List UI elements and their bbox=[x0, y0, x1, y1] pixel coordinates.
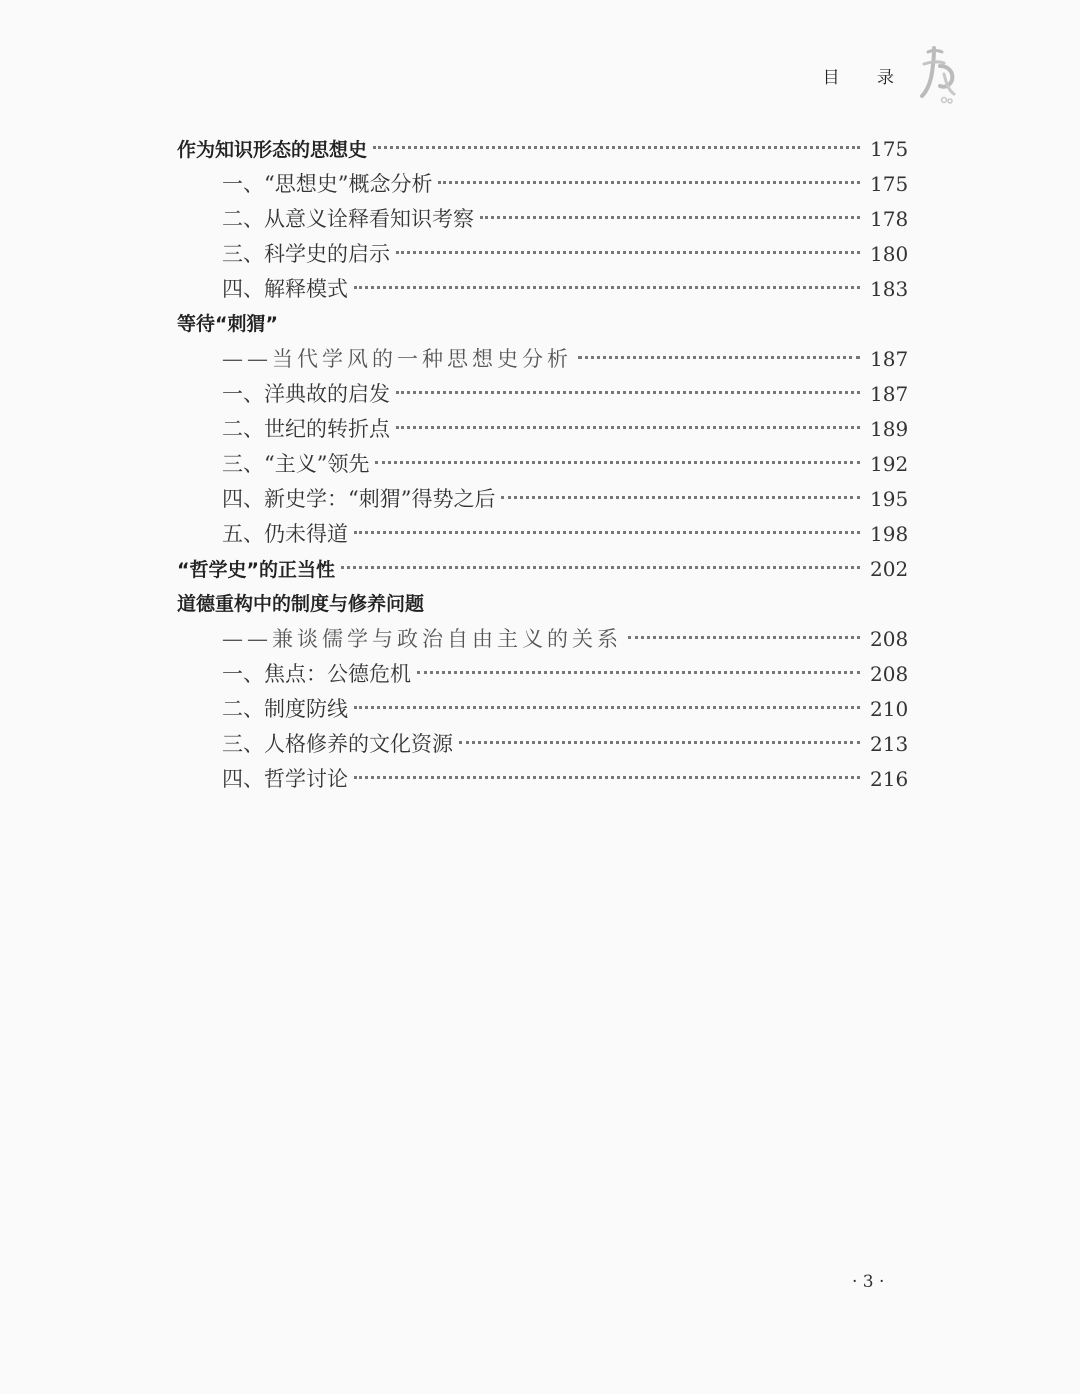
dot-leader bbox=[354, 531, 860, 534]
toc-entry[interactable] bbox=[177, 552, 909, 587]
toc-entry-page-number: 208 bbox=[870, 662, 909, 686]
toc-entry-title: 三、人格修养的文化资源 bbox=[222, 732, 453, 756]
toc-entry-page-number: 187 bbox=[870, 382, 909, 406]
toc-entry-page-number: 189 bbox=[870, 417, 909, 441]
toc-entry[interactable] bbox=[177, 167, 909, 202]
toc-entry-title: 二、制度防线 bbox=[222, 697, 348, 721]
dot-leader bbox=[354, 706, 860, 709]
toc-entry-page-number: 208 bbox=[870, 627, 909, 651]
toc-entry[interactable] bbox=[177, 132, 909, 167]
dot-leader bbox=[341, 566, 860, 569]
toc-entry-title: 一、洋典故的启发 bbox=[222, 382, 390, 406]
toc-entry-title: 等待“刺猬” bbox=[177, 313, 278, 335]
toc-entry-page-number: 202 bbox=[870, 557, 909, 581]
toc-entry-title: 五、仍未得道 bbox=[222, 522, 348, 546]
toc-entry-page-number: 198 bbox=[870, 522, 909, 546]
table-of-contents bbox=[177, 132, 909, 797]
toc-entry[interactable] bbox=[177, 377, 909, 412]
toc-entry-page-number: 213 bbox=[870, 732, 909, 756]
dot-leader bbox=[628, 636, 860, 639]
toc-entry-title: 四、哲学讨论 bbox=[222, 767, 348, 791]
dot-leader bbox=[578, 356, 860, 359]
dot-leader bbox=[373, 146, 860, 149]
toc-entry-title: 作为知识形态的思想史 bbox=[177, 139, 368, 161]
toc-entry-page-number: 180 bbox=[870, 242, 909, 266]
dot-leader bbox=[396, 251, 860, 254]
toc-entry[interactable] bbox=[177, 237, 909, 272]
toc-entry-page-number: 175 bbox=[870, 172, 909, 196]
page-header bbox=[823, 44, 960, 106]
toc-entry-title: 三、科学史的启示 bbox=[222, 242, 390, 266]
toc-entry-title: ——当代学风的一种思想史分析 bbox=[222, 347, 572, 371]
toc-entry-title: 一、焦点：公德危机 bbox=[222, 662, 411, 686]
toc-entry-title: 一、“思想史”概念分析 bbox=[222, 172, 433, 196]
header-title: 目 录 bbox=[822, 67, 910, 88]
dot-leader bbox=[396, 426, 860, 429]
toc-entry[interactable] bbox=[177, 272, 909, 307]
toc-entry-page-number: 192 bbox=[870, 452, 909, 476]
dot-leader bbox=[354, 286, 860, 289]
toc-entry[interactable] bbox=[177, 657, 909, 692]
toc-entry[interactable] bbox=[177, 727, 909, 762]
toc-entry[interactable] bbox=[177, 482, 909, 517]
toc-entry[interactable] bbox=[177, 622, 909, 657]
toc-entry-page-number: 210 bbox=[870, 697, 909, 721]
toc-entry-title: 三、“主义”领先 bbox=[222, 452, 370, 476]
toc-entry-page-number: 175 bbox=[870, 137, 909, 161]
dot-leader bbox=[459, 741, 860, 744]
toc-entry[interactable] bbox=[177, 692, 909, 727]
toc-entry[interactable] bbox=[177, 762, 909, 797]
page-number: · 3 · bbox=[852, 1272, 885, 1292]
toc-entry[interactable] bbox=[177, 202, 909, 237]
toc-entry-page-number: 216 bbox=[870, 767, 909, 791]
toc-entry-title: “哲学史”的正当性 bbox=[177, 559, 335, 581]
toc-entry[interactable] bbox=[177, 342, 909, 377]
toc-entry-title: 四、解释模式 bbox=[222, 277, 348, 301]
toc-entry[interactable] bbox=[177, 587, 906, 622]
dot-leader bbox=[438, 181, 860, 184]
toc-entry[interactable] bbox=[177, 307, 906, 342]
dot-leader bbox=[417, 671, 860, 674]
toc-entry[interactable] bbox=[177, 447, 909, 482]
toc-entry[interactable] bbox=[177, 517, 909, 552]
toc-entry-page-number: 187 bbox=[870, 347, 909, 371]
dot-leader bbox=[375, 461, 860, 464]
toc-entry-page-number: 195 bbox=[870, 487, 909, 511]
toc-entry-title: 二、世纪的转折点 bbox=[222, 417, 390, 441]
calligraphy-logo-icon bbox=[914, 44, 960, 106]
toc-entry-title: ——兼谈儒学与政治自由主义的关系 bbox=[222, 627, 622, 651]
toc-entry-title: 二、从意义诠释看知识考察 bbox=[222, 207, 474, 231]
toc-entry[interactable] bbox=[177, 412, 909, 447]
dot-leader bbox=[396, 391, 860, 394]
dot-leader bbox=[354, 776, 860, 779]
dot-leader bbox=[480, 216, 860, 219]
dot-leader bbox=[501, 496, 860, 499]
toc-entry-page-number: 183 bbox=[870, 277, 909, 301]
toc-entry-title: 道德重构中的制度与修养问题 bbox=[177, 593, 425, 615]
toc-entry-page-number: 178 bbox=[870, 207, 909, 231]
toc-entry-title: 四、新史学：“刺猬”得势之后 bbox=[222, 487, 496, 511]
